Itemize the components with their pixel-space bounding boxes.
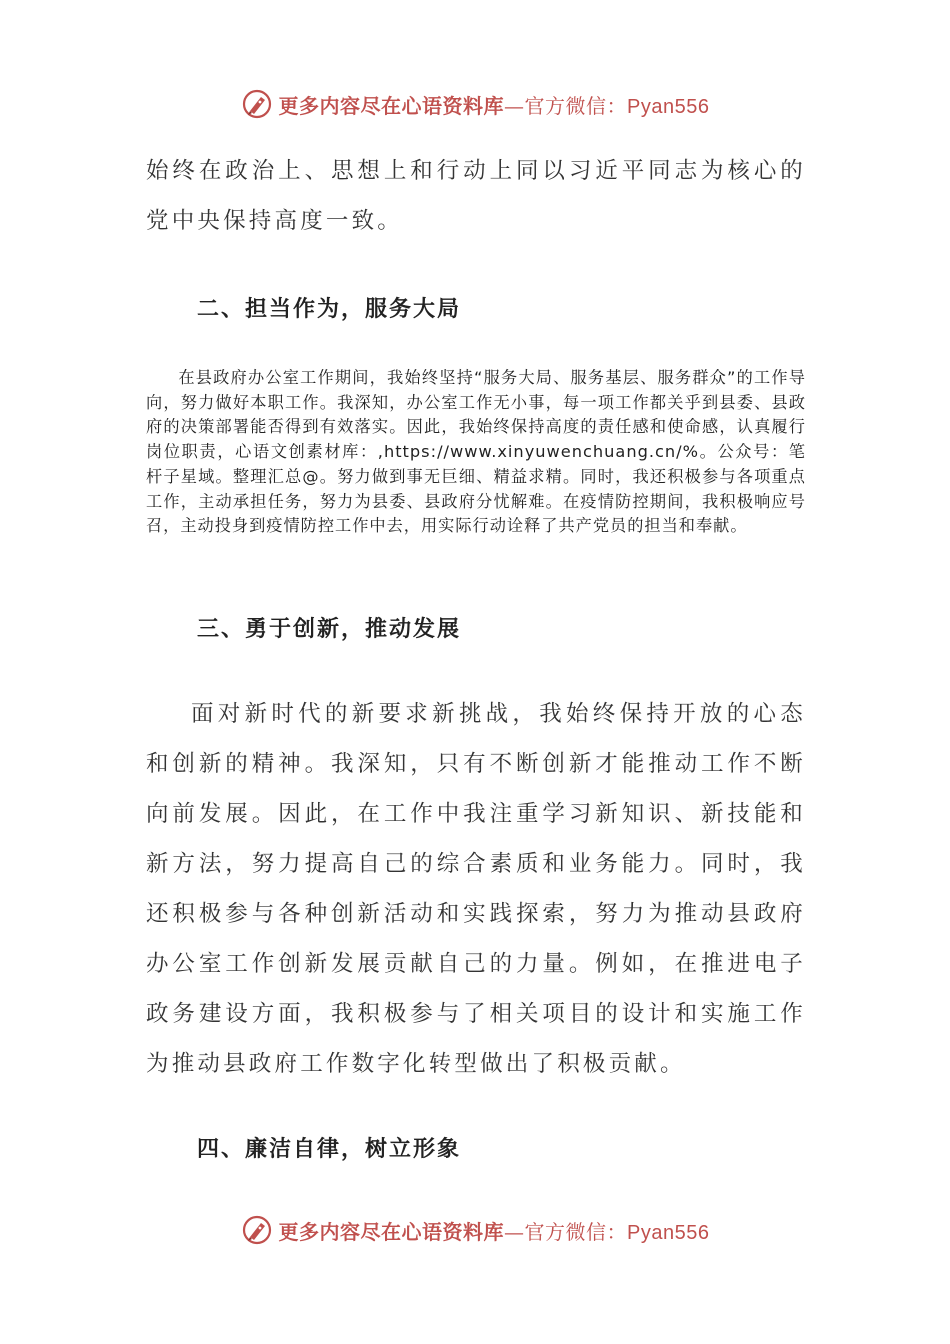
banner-wechat-id: Pyan556	[627, 1221, 710, 1244]
section-heading-2: 二、担当作为，服务大局	[197, 297, 462, 322]
header-banner-text	[279, 90, 710, 119]
section-2-paragraph: 在县政府办公室工作期间，我始终坚持“服务大局、服务基层、服务群众”的工作导向，努力做好本职工作。我深知，办公室工作无小事，每一项工作都关乎到县委、县政府的决策部署能否得到有效落实。因此，我始终保持高度的责任感和使命感，认真履行岗位职责，心语文创素材库：,https://www.xinyuwenchuang.cn/%。公众号：笔杆子星域。整理汇总@。努力做到事无巨细、精益求精。同时，我还积极参与各项重点工作，主动承担任务，努力为县委、县政府分忧解难。在疫情防控期间，我积极响应号召，主动投身到疫情防控工作中去，用实际行动诠释了共产党员的担当和奉献。	[146, 368, 806, 536]
footer-banner	[0, 1210, 950, 1250]
banner-brand: 更多内容尽在心语资料库	[278, 93, 505, 118]
banner-brand: 更多内容尽在心语资料库	[278, 1219, 505, 1244]
banner-wechat-label: 官方微信：	[524, 1219, 628, 1244]
banner-dash: —	[504, 93, 525, 118]
header-banner	[0, 84, 950, 124]
section-heading-4: 四、廉洁自律，树立形象	[197, 1137, 462, 1162]
footer-banner-content	[241, 1214, 710, 1246]
banner-dash: —	[504, 1219, 525, 1244]
banner-wechat-label: 官方微信：	[524, 93, 628, 118]
section-3-paragraph: 面对新时代的新要求新挑战，我始终保持开放的心态和创新的精神。我深知，只有不断创新才能推动工作不断向前发展。因此，在工作中我注重学习新知识、新技能和新方法，努力提高自己的综合素质和业务能力。同时，我还积极参与各种创新活动和实践探索，努力为推动县政府办公室工作创新发展贡献自己的力量。例如，在推进电子政务建设方面，我积极参与了相关项目的设计和实施工作为推动县政府工作数字化转型做出了积极贡献。	[146, 701, 806, 1077]
banner-wechat-id: Pyan556	[627, 95, 710, 118]
section-heading-3: 三、勇于创新，推动发展	[197, 617, 462, 642]
header-banner-content	[241, 88, 710, 120]
continuation-paragraph: 始终在政治上、思想上和行动上同以习近平同志为核心的党中央保持高度一致。	[146, 158, 806, 234]
footer-banner-text	[279, 1216, 710, 1245]
pen-nib-logo-icon	[241, 1214, 273, 1246]
pen-nib-logo-icon	[241, 88, 273, 120]
